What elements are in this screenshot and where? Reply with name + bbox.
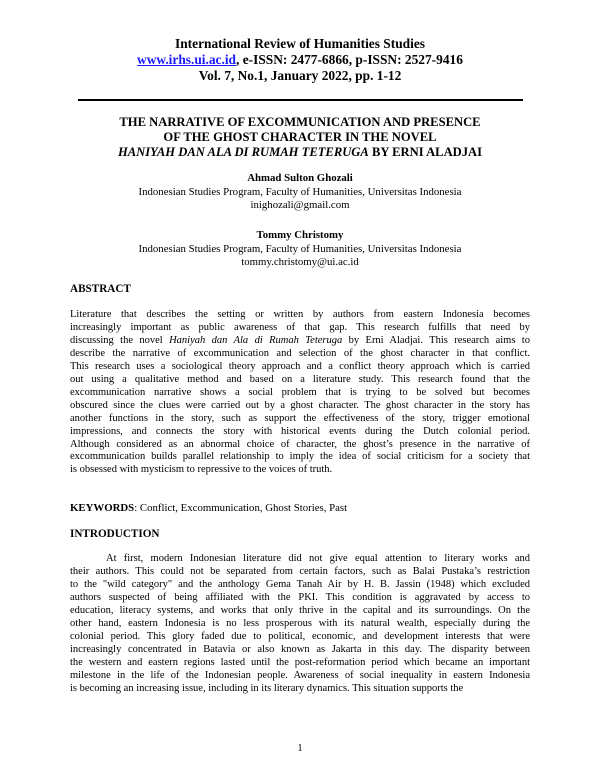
text-line: out using a qualitative method and based on a literature study. This research found that the (70, 373, 530, 385)
text-line: is becoming an increasing issue, including in its literary dynamics. This situation supports the (70, 682, 464, 694)
text-line: increasingly concentrated in Batavia or also known as Jakarta in this day. The disparity between (70, 643, 530, 655)
text-line: authors suspected of being affiliated with the PKI. This condition is aggravated by access to (70, 591, 530, 603)
journal-issn: , e-ISSN: 2477-6866, p-ISSN: 2527-9416 (236, 52, 463, 67)
text-line: excommunication builds parallel relationship to imply the idea of social criticism for a society that (70, 451, 530, 463)
author-email: inighozali@gmail.com (250, 199, 350, 211)
author-affiliation: Indonesian Studies Program, Faculty of Humanities, Universitas Indonesia (138, 185, 462, 198)
keywords-text: : Conflict, Excommunication, Ghost Stories, Past (134, 502, 348, 514)
text-line: milestone in the life of the Indonesian people. Awareness of social inequality in eastern Indonesia (70, 669, 530, 681)
text-line: their authors. This could not be separated from certain factors, such as Balai Pustaka’s restriction (70, 565, 530, 577)
text-line: describe the narrative of excommunication and selection of the ghost character in that conflict. (70, 347, 530, 359)
title-line-1: THE NARRATIVE OF EXCOMMUNICATION AND PRESENCE (119, 115, 481, 129)
journal-issn-line (60, 52, 540, 68)
author-name: Tommy Christomy (256, 229, 344, 241)
text-line: the western and eastern regions lasted until the post-reformation period which became an important (70, 656, 530, 668)
keywords-line (70, 502, 347, 514)
text-line: At first, modern Indonesian literature did not give equal attention to literary works and (106, 553, 530, 564)
author-block-1 (60, 172, 540, 213)
introduction-heading: INTRODUCTION (70, 528, 160, 540)
italic-title: Haniyah dan Ala di Rumah Teteruga (169, 334, 343, 346)
title-author-suffix: BY ERNI ALADJAI (368, 145, 483, 159)
author-affiliation: Indonesian Studies Program, Faculty of Humanities, Universitas Indonesia (138, 242, 462, 255)
author-email: tommy.christomy@ui.ac.id (241, 256, 359, 268)
text-line: Literature that describes the setting or written by authors from eastern Indonesia becomes (70, 309, 530, 320)
journal-url-link[interactable]: www.irhs.ui.ac.id (137, 52, 237, 67)
text-line: impressions, and connects the story with historical events during the Dutch colonial period. (70, 425, 530, 437)
text-line: increasingly important as public awareness of that gap. This research fulfills that need by (70, 321, 530, 333)
journal-name: International Review of Humanities Studies (175, 36, 425, 51)
text-line: colonial period. This glory faded due to political, economic, and development interests that were (70, 630, 530, 642)
author-name: Ahmad Sulton Ghozali (247, 172, 353, 184)
text-line: another functions in the story, such as support the effectiveness of the story, trigger emotional (70, 412, 530, 424)
text-line: is obsessed with mysticism to repressive to the voices of truth. (70, 464, 333, 476)
text-line: obscured since the clues were carried out by a ghost character. The ghost character in the story has (70, 399, 530, 411)
title-line-2: OF THE GHOST CHARACTER IN THE NOVEL (163, 130, 437, 144)
keywords-label: KEYWORDS (70, 502, 135, 514)
text-line: discussing the novel Haniyah dan Ala di Rumah Teteruga by Erni Aladjai. This research aims to (70, 334, 530, 346)
journal-volume: Vol. 7, No.1, January 2022, pp. 1-12 (198, 68, 402, 83)
text-line: to the "wild category" and the anthology Gema Tanah Air by H. B. Jassin (1948) which excluded (70, 578, 530, 590)
text-line: excommunication narrative shows a social problem that is trying to be solved but becomes (70, 386, 530, 398)
text-line: education, literacy systems, and works that only thrive in the capital and its surroundings. On the (70, 604, 530, 616)
text-line: This research uses a sociological theory approach and a conflict theory approach which is carried (70, 360, 530, 372)
text-line: Although considered as an abnormal choice of character, the ghost’s presence in the narrative of (70, 438, 530, 450)
journal-header (60, 36, 540, 84)
abstract-heading: ABSTRACT (70, 283, 131, 295)
page-number: 1 (297, 743, 303, 754)
title-novel-name: HANIYAH DAN ALA DI RUMAH TETERUGA (117, 145, 369, 159)
paper-title (60, 115, 540, 160)
introduction-body (70, 553, 530, 695)
title-line-3 (60, 145, 540, 160)
author-block-2 (60, 229, 540, 270)
header-rule (78, 99, 523, 101)
text-line: other hand, eastern Indonesia is no less prosperous with its natural wealth, especially during the (70, 617, 530, 629)
abstract-body (70, 309, 530, 477)
